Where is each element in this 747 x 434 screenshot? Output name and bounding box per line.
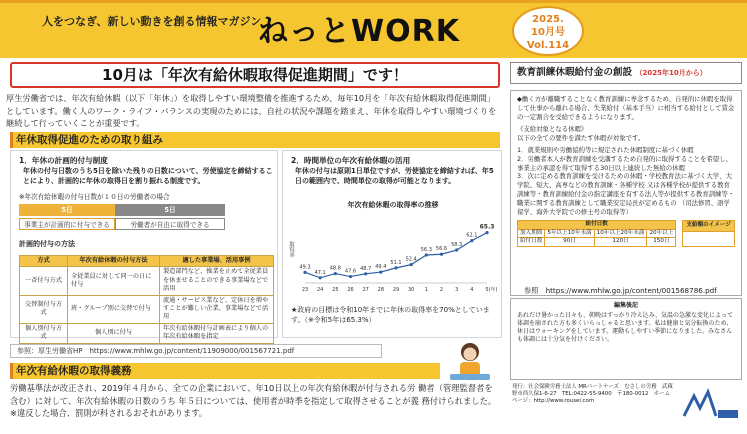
x-tick-label: 28 bbox=[377, 287, 385, 293]
table-cell: 交替制付与方式 bbox=[20, 295, 68, 323]
right-title-text: 教育訓練休暇給付金の創設 bbox=[517, 67, 633, 78]
x-tick-label: 30 bbox=[407, 287, 415, 293]
data-label: 48.8 bbox=[329, 265, 341, 272]
method-title: 計画的付与の方法 bbox=[19, 240, 75, 248]
y-axis-label: 取得率 bbox=[288, 241, 294, 258]
publisher-logo-icon bbox=[678, 386, 740, 426]
table-row bbox=[20, 323, 274, 343]
x-tick-label: 27 bbox=[362, 287, 369, 293]
requirement-item: 1．就業規則や労働協約等に規定された休暇制度に基づく休暇 bbox=[517, 145, 694, 154]
table-header: 年次有給休暇の付与方法 bbox=[68, 256, 160, 267]
data-label: 65.3 bbox=[479, 223, 495, 231]
data-point bbox=[455, 248, 458, 251]
issue-badge bbox=[512, 6, 584, 56]
reference-link[interactable]: 参照：厚生労働省HP https://www.mhlw.go.jp/content/11909000/001567721.pdf bbox=[10, 344, 382, 358]
planned-method-table bbox=[19, 255, 274, 344]
x-tick-label: 23 bbox=[301, 287, 309, 293]
main-title: 10月は「年次有給休暇取得促進期間」です！ bbox=[10, 62, 500, 88]
item1-title: 1．年休の計画的付与制度 bbox=[19, 156, 108, 165]
chart-title: 年次有給休暇の取得率の推移 bbox=[347, 201, 439, 209]
training-subtitle: 《支給対象となる休暇》 bbox=[517, 125, 588, 134]
benefit-amount-table bbox=[682, 220, 735, 247]
x-tick-label: 5 bbox=[485, 287, 489, 293]
person-illustration bbox=[440, 338, 500, 382]
data-label: 51.1 bbox=[390, 259, 402, 266]
table-cell: 給付日数 bbox=[518, 238, 545, 247]
data-label: 49.4 bbox=[375, 264, 387, 271]
table-cell: 5年以上10年未満 bbox=[545, 229, 594, 238]
magazine-logo: ねっとWORK bbox=[258, 14, 460, 49]
data-point bbox=[379, 270, 382, 273]
item1-body: 年休の付与日数のうち5日を除いた残りの日数について、労使協定を締結することにより、計画的に年休の取得日を割り振れる制度です。 bbox=[23, 167, 273, 185]
issue-volume: Vol.114 bbox=[526, 40, 570, 51]
data-label: 47.6 bbox=[344, 268, 357, 275]
x-tick-label: 25 bbox=[332, 287, 339, 293]
data-label: 56.6 bbox=[435, 246, 448, 253]
example-note: ※年次有給休暇の付与日数が１０日の労働者の場合 bbox=[19, 193, 170, 201]
data-point bbox=[410, 263, 413, 266]
item2-body: 年休の付与は原則1日単位ですが、労使協定を締結すれば、年5日の範囲内で、時間単位の取得が可能となります。 bbox=[295, 167, 494, 185]
header-strip bbox=[0, 0, 747, 3]
benefit-tables bbox=[517, 220, 735, 247]
issue-month: 10月号 bbox=[531, 27, 565, 38]
data-point bbox=[349, 275, 352, 278]
data-label: 62.1 bbox=[466, 232, 478, 239]
intro-paragraph: 厚生労働省では、年次有給休暇（以下「年休」）を取得しやすい環境整備を推進するため、毎年10月を「年次有給休暇取得促進期間」としています。働く人のワーク・ライフ・バランスの実現のためには、自社の状況や課題を踏まえ、年休を取得しやすい環境づくりを継続して行っていくことが重要です。 bbox=[6, 93, 497, 129]
data-point bbox=[303, 271, 306, 274]
employee-days-label: 労働者が自由に取得できる bbox=[115, 218, 225, 230]
table-cell bbox=[683, 231, 735, 246]
table-cell: 加入期間 bbox=[518, 229, 545, 238]
data-point bbox=[334, 272, 337, 275]
leave-rate-chart bbox=[287, 195, 499, 301]
data-label: 52.4 bbox=[405, 256, 417, 263]
data-point bbox=[485, 231, 488, 234]
table-cell: 90日 bbox=[545, 238, 594, 247]
planned-leave-panel bbox=[10, 150, 278, 341]
data-label: 47.1 bbox=[314, 269, 326, 276]
data-point bbox=[425, 253, 428, 256]
table-cell: 個人別付与方式 bbox=[20, 323, 68, 343]
data-label: 48.7 bbox=[360, 265, 372, 272]
table-header: 適した事業場、活用事例 bbox=[160, 256, 274, 267]
hourly-leave-panel bbox=[282, 150, 502, 338]
x-tick-label: 1 bbox=[424, 287, 428, 293]
training-leave-box bbox=[510, 90, 742, 296]
data-label: 56.3 bbox=[420, 246, 432, 253]
data-label: 49.3 bbox=[299, 264, 311, 271]
x-axis-unit: (年) bbox=[488, 287, 498, 293]
editor-body: あれだけ暑かった日々も、朝晩はすっかり冷え込み、気温の急激な変化によって体調を崩された方も多くいらっしゃると思います。私は健康と気分転換のため、休日はウォーキングをしています。運動もしやすい季節になりました。みなさんも体調には十分気を付けください。 bbox=[517, 312, 734, 343]
table-cell: 年次有給休暇付与計画表により個人の年次有給休暇を指定 bbox=[160, 323, 274, 343]
tagline: 人をつなぎ、新しい動きを創る情報マガジン bbox=[42, 15, 262, 28]
x-tick-label: 4 bbox=[470, 287, 474, 293]
table-row bbox=[20, 267, 274, 295]
x-tick-label: 2 bbox=[439, 287, 444, 293]
table-cell: 班・グループ別に交替で付与 bbox=[68, 295, 160, 323]
section-title-promotion: 年休取得促進のための取り組み bbox=[10, 132, 500, 148]
table-cell: 一斉付与方式 bbox=[20, 267, 68, 295]
publisher-footer bbox=[510, 382, 742, 432]
x-tick-label: 3 bbox=[455, 287, 459, 293]
right-section-title bbox=[510, 62, 742, 84]
publisher-info: 発行：社会保険労務士法人 MRパートナーズ むさしの労務 武蔵野市西久保1-6-27 TEL:0422-55-9400 〒180-0012 ホームページ：http://www.rousei.com bbox=[512, 384, 673, 404]
leave-days-bar bbox=[19, 204, 239, 216]
requirement-item: 3．次に定める教育訓練を受けるための休暇・学校教育法に基づく大学、大学院、短大、高専などの教育訓練・各種学校 又は各種学校が提供する教育訓練等・教育訓練給付金の指定講座を有する法人等が提供する教育訓練等・職業に関する教育訓練として職業安定局長が定めるもの （司法修習、語学留学、海外大学院での修士号の取得等） bbox=[517, 172, 735, 216]
table-cell: 流通・サービス業など、定休日を増やすことが難しい企業、事業場などで活用 bbox=[160, 295, 274, 323]
training-body: ◆働く方が離職することなく教育訓練に専念するため、自発的に休暇を取得して仕事から離れる場合、失業給付（基本手当）に相当する給付として賃金の一定割合を受給できるようになります。 bbox=[517, 95, 735, 121]
table-header: 給付日数 bbox=[518, 221, 676, 230]
x-tick-label: 24 bbox=[316, 287, 324, 293]
masthead bbox=[0, 0, 747, 58]
table-cell: 120日 bbox=[594, 238, 647, 247]
editor-title: 編集後記 bbox=[613, 302, 638, 309]
right-title-note: （2025年10月から） bbox=[635, 69, 707, 77]
table-cell: 150日 bbox=[647, 238, 676, 247]
employer-days-label: 事業主が計画的に付与できる bbox=[19, 218, 115, 230]
table-cell: 全従業員に対して同一の日に付与 bbox=[68, 267, 160, 295]
requirement-item: 2．労働者本人が教育訓練を受講するため自発的に取得することを希望し、事業主の承認を得て取得する30日以上連続した無給の休暇 bbox=[517, 154, 732, 172]
data-point bbox=[319, 276, 322, 279]
issue-year: 2025. bbox=[532, 14, 564, 25]
obligation-paragraph: 労働基準法が改正され、2019年４月から、全ての企業において、年10日以上の年次有給休暇が付与される労 働者（管理監督者を含む）に対して、年次有給休暇の日数のうち 年５日については、使用者が時季を指定して取得させることが義 務付けられました。※違反した場合、罰則が科されるおそれがあります。 bbox=[10, 383, 497, 418]
data-point bbox=[364, 272, 367, 275]
employer-days: 5日 bbox=[19, 204, 115, 216]
data-point bbox=[470, 239, 473, 242]
chart-caption: ★政府の目標は令和10年までに年休の取得率を70%としています。（※令和5年は65.3%） bbox=[291, 306, 490, 324]
benefit-days-table bbox=[517, 220, 676, 247]
right-reference-link[interactable]: 参照 https://www.mhlw.go.jp/content/001568786.pdf bbox=[524, 286, 717, 295]
employee-days: 5日 bbox=[115, 204, 225, 216]
table-header: 支給額のイメージ bbox=[683, 221, 735, 232]
table-cell: 10年以上20年未満 bbox=[594, 229, 647, 238]
table-cell: 個人別に付与 bbox=[68, 323, 160, 343]
data-label: 58.3 bbox=[451, 242, 463, 249]
item2-title: 2．時間単位の年次有給休暇の活用 bbox=[291, 156, 411, 165]
leave-days-labels bbox=[19, 218, 239, 230]
table-header: 方式 bbox=[20, 256, 68, 267]
x-tick-label: 29 bbox=[392, 287, 400, 293]
section-title-obligation: 年次有給休暇の取得義務 bbox=[10, 363, 440, 379]
editors-note bbox=[510, 298, 742, 380]
table-cell: 20年以上 bbox=[647, 229, 676, 238]
training-subbody: 以下の全ての要件を満たす休暇が対象です。 bbox=[517, 134, 645, 143]
table-row bbox=[20, 295, 274, 323]
data-point bbox=[394, 266, 397, 269]
table-cell: 製造部門など、操業を止めて全従業員を休ませることのできる事業場などで活用 bbox=[160, 267, 274, 295]
x-tick-label: 26 bbox=[347, 287, 354, 293]
data-point bbox=[440, 253, 443, 256]
